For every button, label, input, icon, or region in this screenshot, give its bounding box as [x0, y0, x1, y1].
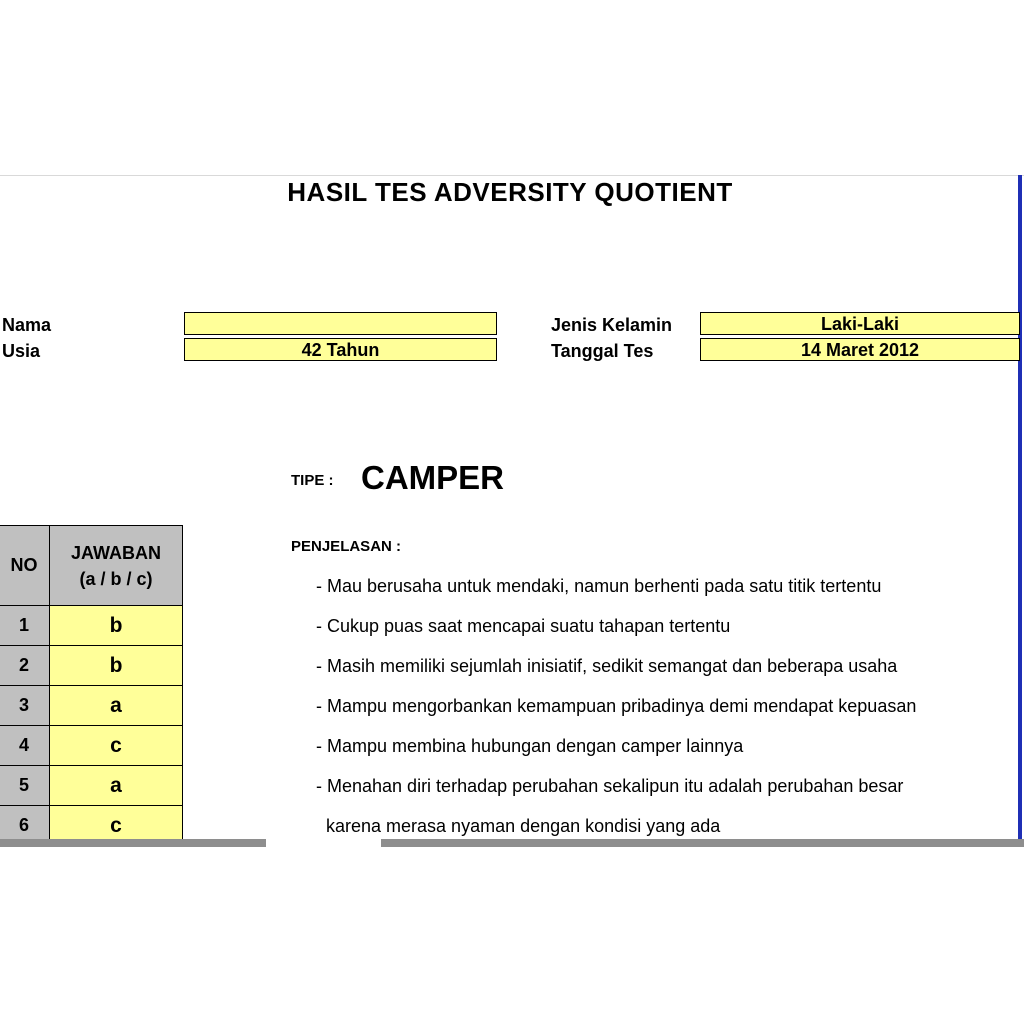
penjelasan-item: - Masih memiliki sejumlah inisiatif, sedikit semangat dan beberapa usaha: [316, 656, 898, 676]
row-number: 3: [0, 686, 50, 726]
table-row: [0, 606, 183, 646]
jawaban-header-sub: (a / b / c): [79, 568, 153, 589]
table-row: [0, 726, 183, 766]
tipe-label: TIPE :: [291, 472, 334, 489]
no-column-header: NO: [0, 526, 50, 606]
row-number: 1: [0, 606, 50, 646]
table-header-row: [0, 526, 183, 606]
page-break-line: [1018, 175, 1022, 847]
spreadsheet-area: [0, 175, 1024, 847]
tanggal-tes-field[interactable]: 14 Maret 2012: [700, 338, 1020, 361]
answer-cell[interactable]: b: [50, 606, 183, 646]
penjelasan-item: - Mampu mengorbankan kemampuan pribadinya demi mendapat kepuasan: [316, 696, 917, 716]
answer-table: [0, 525, 183, 846]
row-number: 4: [0, 726, 50, 766]
penjelasan-item: - Mau berusaha untuk mendaki, namun berhenti pada satu titik tertentu: [316, 576, 882, 596]
answer-cell[interactable]: a: [50, 686, 183, 726]
row-number: 2: [0, 646, 50, 686]
answer-cell[interactable]: b: [50, 646, 183, 686]
page-title: HASIL TES ADVERSITY QUOTIENT: [287, 177, 733, 207]
answer-cell[interactable]: a: [50, 766, 183, 806]
row-number: 6: [0, 806, 50, 846]
scrollbar-right[interactable]: [381, 839, 1024, 847]
answer-cell[interactable]: c: [50, 726, 183, 766]
table-row: [0, 686, 183, 726]
usia-field[interactable]: 42 Tahun: [184, 338, 497, 361]
tipe-value: CAMPER: [361, 459, 505, 496]
top-divider: [0, 175, 1024, 176]
jawaban-header-title: JAWABAN: [70, 542, 161, 563]
answer-cell[interactable]: c: [50, 806, 183, 846]
penjelasan-item: - Mampu membina hubungan dengan camper lainnya: [316, 736, 744, 756]
nama-field[interactable]: [184, 312, 497, 335]
penjelasan-label: PENJELASAN :: [291, 538, 402, 555]
penjelasan-item: karena merasa nyaman dengan kondisi yang ada: [326, 816, 721, 836]
usia-label: Usia: [2, 341, 41, 361]
table-row: [0, 766, 183, 806]
table-row: [0, 646, 183, 686]
jenis-kelamin-label: Jenis Kelamin: [551, 315, 673, 335]
scrollbar-left[interactable]: [0, 839, 266, 847]
tanggal-tes-label: Tanggal Tes: [551, 341, 654, 361]
penjelasan-item: - Menahan diri terhadap perubahan sekalipun itu adalah perubahan besar: [316, 776, 904, 796]
jenis-kelamin-field[interactable]: Laki-Laki: [700, 312, 1020, 335]
nama-label: Nama: [2, 315, 52, 335]
jawaban-column-header: [50, 526, 183, 606]
penjelasan-item: - Cukup puas saat mencapai suatu tahapan tertentu: [316, 616, 731, 636]
row-number: 5: [0, 766, 50, 806]
